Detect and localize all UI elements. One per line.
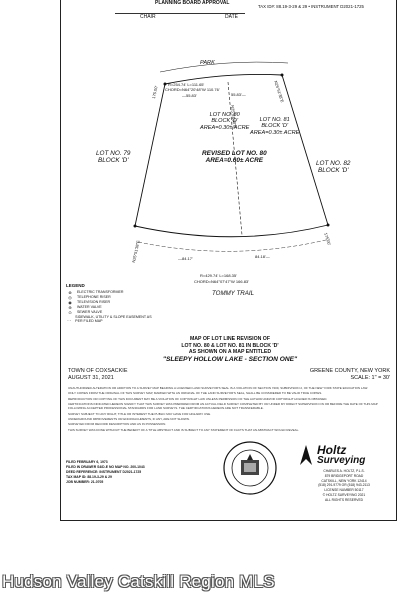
surveyor-block [298,444,390,502]
filing-info [66,460,145,486]
segment-bottom-1: —84.17' [178,256,193,261]
lot-79-label [96,150,130,165]
planning-board-label: PLANNING BOARD APPROVAL [155,0,230,6]
surveyor-line: LICENSE NUMBER 50117 [324,488,364,493]
map-title-line: LOT NO. 80 & LOT NO. 81 IN BLOCK 'D' [181,342,279,349]
right-top-bearing: N25°51'38"E [273,80,286,104]
middle-line-bearing: N25°51'38"E [230,105,238,129]
legend-item-label: TELEVISION RISER [77,299,111,304]
surveyor-line: CATSKILL, NEW YORK 12414 [321,478,367,483]
lot-79-number: LOT NO. 79 [96,150,131,157]
legend-item-label: TELEPHONE RISER [77,294,111,299]
map-title [120,336,340,364]
survey-note: UNAUTHORIZED ALTERATION OR ADDITION TO A SURVEY MAP BEARING A LICENSED LAND SURVEYOR'S SEAL IS A VIOLATION OF SECTION 7209, SUBDIVISION 2, OF THE NEW YORK STATE EDUCATION LAW. [68,386,368,390]
map-title-line: AS SHOWN ON A MAP ENTITLED [188,349,272,355]
surveyor-logo-subtext: Surveying [317,455,366,466]
lot-82-block: BLOCK 'D' [317,167,349,175]
surveyor-line: © HOLTZ SURVEYING 2021 [322,492,366,497]
mls-watermark: Hudson Valley Catskill Region MLS [2,572,275,591]
filing-line: TAX MAP ID: 88.19-3-29 & 29 [66,475,112,480]
lot-82-label [316,160,350,175]
surveyor-line: 879 BRIDGEPORT ROAD [324,473,364,478]
sewer-valve-icon: ⊙ [68,309,72,315]
lot-80-label [200,112,249,131]
surveyor-address [298,469,390,502]
county-block [300,368,390,381]
county-name: GREENE COUNTY, NEW YORK [309,368,390,374]
lot-81-block: BLOCK 'D' [261,123,289,130]
map-title-line: MAP OF LOT LINE REVISION OF [189,336,271,342]
street-label-park: PARK [200,60,215,66]
segment-top-1: —55.83' [182,93,197,98]
revised-lot-label [202,150,267,165]
survey-date: AUGUST 31, 2021 [68,374,114,381]
chord-bottom-label: CHORD=N64°07'47"W 166.83' [194,279,249,284]
town-block [68,368,128,381]
date-label: DATE [225,14,238,20]
tax-map-reference: TAX ID#: 88.19-3-29 & 29 • INSTRUMENT D2021-1725 [258,4,364,9]
segment-top-2: 55.83'— [231,92,246,97]
easement-line-icon: - - [67,316,71,322]
lot-81-number: LOT NO. 81 [259,117,290,123]
survey-note: SURVEYED FROM RECORD DESCRIPTION AND AS IN POSSESSION. [68,422,167,427]
surveyor-line: ALL RIGHTS RESERVED [324,497,364,502]
filing-line: JOB NUMBER: 21-0705 [66,480,104,485]
surveyor-line: CHARLES A. HOLTZ, P.L.S. [323,469,365,473]
right-bottom-distance: 175.00' [323,232,333,246]
revised-lot-name: REVISED LOT NO. 80 [202,150,267,157]
revised-lot-area: AREA=0.60± ACRE [205,157,264,165]
legend-item-label: SIDEWALK, UTILITY & SLOPE EASEMENT AS PER FILED MAP [75,314,152,324]
lot-80-area: AREA=0.30± ACRE [200,124,250,131]
lot-81-label [250,117,299,136]
surveyor-logo-text: Holtz [317,443,347,457]
transformer-icon: ⊗ [68,289,72,295]
surveyor-line: (518) 291-9779 OR (518) 943-2113 [318,483,370,488]
lot-79-block: BLOCK 'D' [97,157,129,165]
survey-note: ONLY COPIES FROM THE ORIGINAL OF THIS SURVEY MAP, MARKED WITH AN ORIGINAL OF THE LAND SURVEYOR'S SEAL, SHALL BE CONSIDERED TO BE VALID TRUE COPIES. [68,391,323,396]
television-riser-icon: ◉ [68,299,72,305]
survey-note: REPRODUCTION OR COPYING OF THIS DOCUMENT MAY BE A VIOLATION OF COPYRIGHT LAW UNLESS PERMISSION OF THE AUTHOR AND/OR COPYRIGHT HOLDER IS OBTAINED. [68,396,328,401]
left-side-bearing: N25°51'38"E [131,239,141,264]
map-title-subdivision: "SLEEPY HOLLOW LAKE - SECTION ONE" [162,355,298,363]
filing-line: DEED REFERENCE: INSTRUMENT D2021-1725 [66,470,142,475]
segment-bottom-2: 84.18'— [255,254,270,259]
telephone-riser-icon: ◎ [68,294,72,300]
street-label-tommy-trail: TOMMY TRAIL [212,290,255,297]
filing-line: FILED IN DRAWER S4/D-E NO MAP NO. 200-1043 [66,465,145,470]
map-scale: SCALE: 1" = 30' [350,374,390,381]
town-name: TOWN OF COXSACKIE [68,368,128,374]
lot-82-number: LOT NO. 82 [316,160,351,167]
surveyor-seal-icon [222,440,278,496]
survey-note: UNDERGROUND IMPROVEMENTS OR ENCROACHMENTS, IF ANY, ARE NOT SHOWN. [68,417,190,422]
water-valve-icon: ⊕ [68,304,72,310]
survey-note: CERTIFICATIONS INDICATED HEREON SIGNIFY THAT THIS SURVEY WAS PREPARED FROM AN ACTUAL FIELD SURVEY COMPLETED BY OR UNDER MY DIRECT SUPERVISION ON OR BEFORE THE DATE OF THIS MAP FOLLOWING ACCEPTED PROFESSIONAL STANDARDS FOR LAND SURVEYS. THE CERTIFICATIONS HEREON ARE NOT TRANSFERABLE. [68,402,378,411]
lot-80-number: LOT NO. 80 [209,112,240,118]
lot-81-area: AREA=0.30± ACRE [250,129,300,136]
legend-item-label: ELECTRIC TRANSFORMER [77,289,124,294]
legend-item [66,315,156,324]
legend-item-label: WATER VALVE [77,304,102,309]
legend-item-label: SEWER VALVE [77,309,103,314]
legend-title: LEGEND [66,283,85,288]
compass-logo-icon [298,444,314,466]
survey-note: THIS SURVEY WAS DONE WITHOUT THE BENEFIT OF A TITLE ABSTRACT AND IS SUBJECT TO ANY STATEMENT OF FACTS THAT AN ABSTRACT WOULD REVEAL. [68,427,300,432]
left-top-distance: 175.00' [151,85,159,100]
survey-notes [68,386,390,433]
legend [66,283,156,324]
chord-top-label: CHORD=N64°20'48"W 110.76' [165,87,220,92]
curve-bottom-label: R=429.74' L=168.35' [200,273,237,278]
chair-label: CHAIR [140,14,156,20]
curve-top-label: R=254.74' L=111.65' [168,82,205,87]
filing-line: FILED FEBRUARY 6, 1973 [66,460,108,464]
lot-80-block: BLOCK 'D' [211,118,239,125]
survey-note: SURVEY SUBJECT TO ANY RIGHT, TITLE OR INTEREST THE PUBLIC MAY HAVE FOR HIGHWAY USE. [68,411,211,416]
